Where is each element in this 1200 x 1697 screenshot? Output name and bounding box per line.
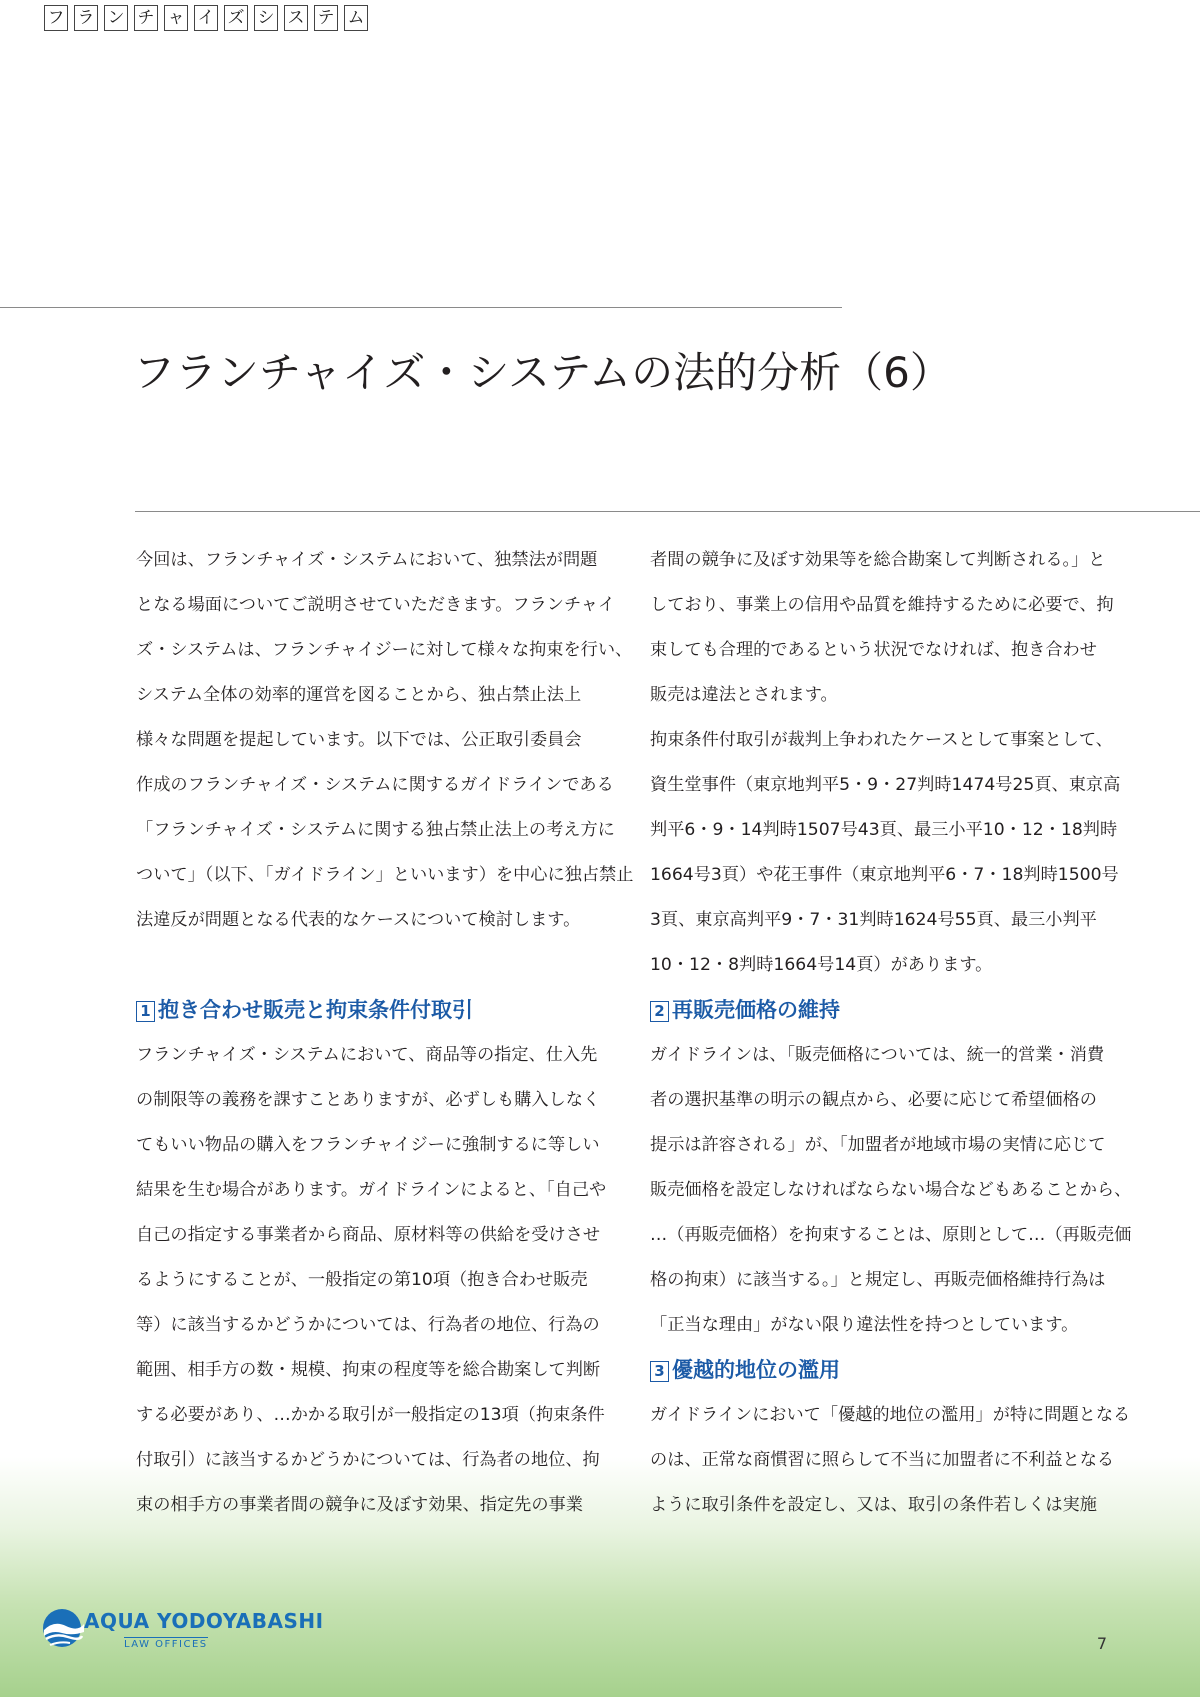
text-line: 拘束条件付取引が裁判上争われたケースとして事案として、 [650, 730, 1113, 750]
boxed-char: チ [134, 5, 158, 31]
section-heading-text: 抱き合わせ販売と拘束条件付取引 [158, 998, 473, 1022]
boxed-char: ン [104, 5, 128, 31]
text-line: 提示は許容される」が、「加盟者が地域市場の実情に応じて [650, 1135, 1106, 1155]
boxed-char: ム [344, 5, 368, 31]
text-line: …（再販売価格）を拘束することは、原則として…（再販売価 [650, 1225, 1132, 1245]
page-number: 7 [1096, 1634, 1107, 1653]
section-number-box: 1 [136, 1001, 155, 1022]
text-line: 作成のフランチャイズ・システムに関するガイドラインである [136, 775, 614, 795]
text-line: 法違反が問題となる代表的なケースについて検討します。 [136, 910, 581, 930]
section-number-box: 2 [650, 1001, 669, 1022]
text-line: 3頁、東京高判平9・7・31判時1624号55頁、最三小判平 [650, 910, 1097, 930]
left-column [136, 538, 634, 1528]
text-line: フランチャイズ・システムにおいて、商品等の指定、仕入先 [136, 1045, 598, 1065]
boxed-char: ズ [224, 5, 248, 31]
text-line: 10・12・8判時1664号14頁）があります。 [650, 955, 993, 975]
boxed-char: シ [254, 5, 278, 31]
section-heading-text: 優越的地位の濫用 [672, 1358, 840, 1382]
text-line: 格の拘束）に該当する。」と規定し、再販売価格維持行為は [650, 1270, 1106, 1290]
text-line: 者の選択基準の明示の観点から、必要に応じて希望価格の [650, 1090, 1097, 1110]
section-3-heading [650, 1348, 1120, 1393]
top-divider [0, 307, 842, 308]
series-title-boxed [44, 5, 368, 31]
text-line: ガイドラインは、「販売価格については、統一的営業・消費 [650, 1045, 1105, 1065]
firm-logo [42, 1606, 324, 1656]
text-line: の制限等の義務を課すことありますが、必ずしも購入しなく [136, 1090, 601, 1110]
text-line: ついて」（以下、「ガイドライン」といいます）を中心に独占禁止 [136, 865, 634, 885]
text-line: 判平6・9・14判時1507号43頁、最三小平10・12・18判時 [650, 820, 1118, 840]
text-line: てもいい物品の購入をフランチャイジーに強制するに等しい [136, 1135, 600, 1155]
text-line: 「フランチャイズ・システムに関する独占禁止法上の考え方に [136, 820, 615, 840]
text-line: 1664号3頁）や花王事件（東京地判平6・7・18判時1500号 [650, 865, 1119, 885]
boxed-char: ス [284, 5, 308, 31]
text-line: ズ・システムは、フランチャイジーに対して様々な拘束を行い、 [136, 640, 633, 660]
text-line: 等）に該当するかどうかについては、行為者の地位、行為の [136, 1315, 600, 1335]
continued-paragraph [650, 538, 1120, 988]
text-line: 結果を生む場合があります。ガイドラインによると、「自己や [136, 1180, 607, 1200]
section-1-body [136, 1033, 606, 1528]
text-line: システム全体の効率的運営を図ることから、独占禁止法上 [136, 685, 582, 705]
text-line: 付取引）に該当するかどうかについては、行為者の地位、拘 [136, 1450, 600, 1470]
text-line: 今回は、フランチャイズ・システムにおいて、独禁法が問題 [136, 550, 598, 570]
text-line: する必要があり、…かかる取引が一般指定の13項（拘束条件 [136, 1405, 605, 1425]
logo-subtitle: LAW OFFICES [124, 1639, 208, 1650]
text-line: 販売価格を設定しなければならない場合などもあることから、 [650, 1180, 1132, 1200]
text-line: 束しても合理的であるという状況でなければ、抱き合わせ [650, 640, 1097, 660]
section-3-body [650, 1393, 1131, 1528]
section-2-body [650, 1033, 1132, 1348]
section-heading-text: 再販売価格の維持 [672, 998, 840, 1022]
text-line: 資生堂事件（東京地判平5・9・27判時1474号25頁、東京高 [650, 775, 1121, 795]
right-column [650, 538, 1132, 1528]
boxed-char: ャ [164, 5, 188, 31]
text-line: 者間の競争に及ぼす効果等を総合勘案して判断される。」と [650, 550, 1106, 570]
logo-name: AQUA YODOYABASHI [84, 1609, 324, 1633]
text-line: 束の相手方の事業者間の競争に及ぼす効果、指定先の事業 [136, 1495, 583, 1515]
intro-paragraph [136, 538, 634, 943]
text-line: となる場面についてご説明させていただきます。フランチャイ [136, 595, 616, 615]
wave-logo-icon [42, 1606, 84, 1650]
text-line: るようにすることが、一般指定の第10項（抱き合わせ販売 [136, 1270, 588, 1290]
boxed-char: イ [194, 5, 218, 31]
text-line: 自己の指定する事業者から商品、原材料等の供給を受けさせ [136, 1225, 601, 1245]
page-title: フランチャイズ・システムの法的分析（6） [133, 348, 952, 397]
paragraph-gap [136, 943, 606, 988]
text-line: ように取引条件を設定し、又は、取引の条件若しくは実施 [650, 1495, 1097, 1515]
text-line: ガイドラインにおいて「優越的地位の濫用」が特に問題となる [650, 1405, 1131, 1425]
boxed-char: テ [314, 5, 338, 31]
text-line: のは、正常な商慣習に照らして不当に加盟者に不利益となる [650, 1450, 1115, 1470]
section-2-heading [650, 988, 1120, 1033]
text-line: 「正当な理由」がない限り違法性を持つとしています。 [650, 1315, 1079, 1335]
text-line: 販売は違法とされます。 [650, 685, 838, 705]
boxed-char: ラ [74, 5, 98, 31]
section-number-box: 3 [650, 1361, 669, 1382]
section-1-heading [136, 988, 606, 1033]
content-divider [135, 511, 1200, 512]
text-line: しており、事業上の信用や品質を維持するために必要で、拘 [650, 595, 1114, 615]
text-line: 様々な問題を提起しています。以下では、公正取引委員会 [136, 730, 582, 750]
boxed-char: フ [44, 5, 68, 31]
text-line: 範囲、相手方の数・規模、拘束の程度等を総合勘案して判断 [136, 1360, 601, 1380]
